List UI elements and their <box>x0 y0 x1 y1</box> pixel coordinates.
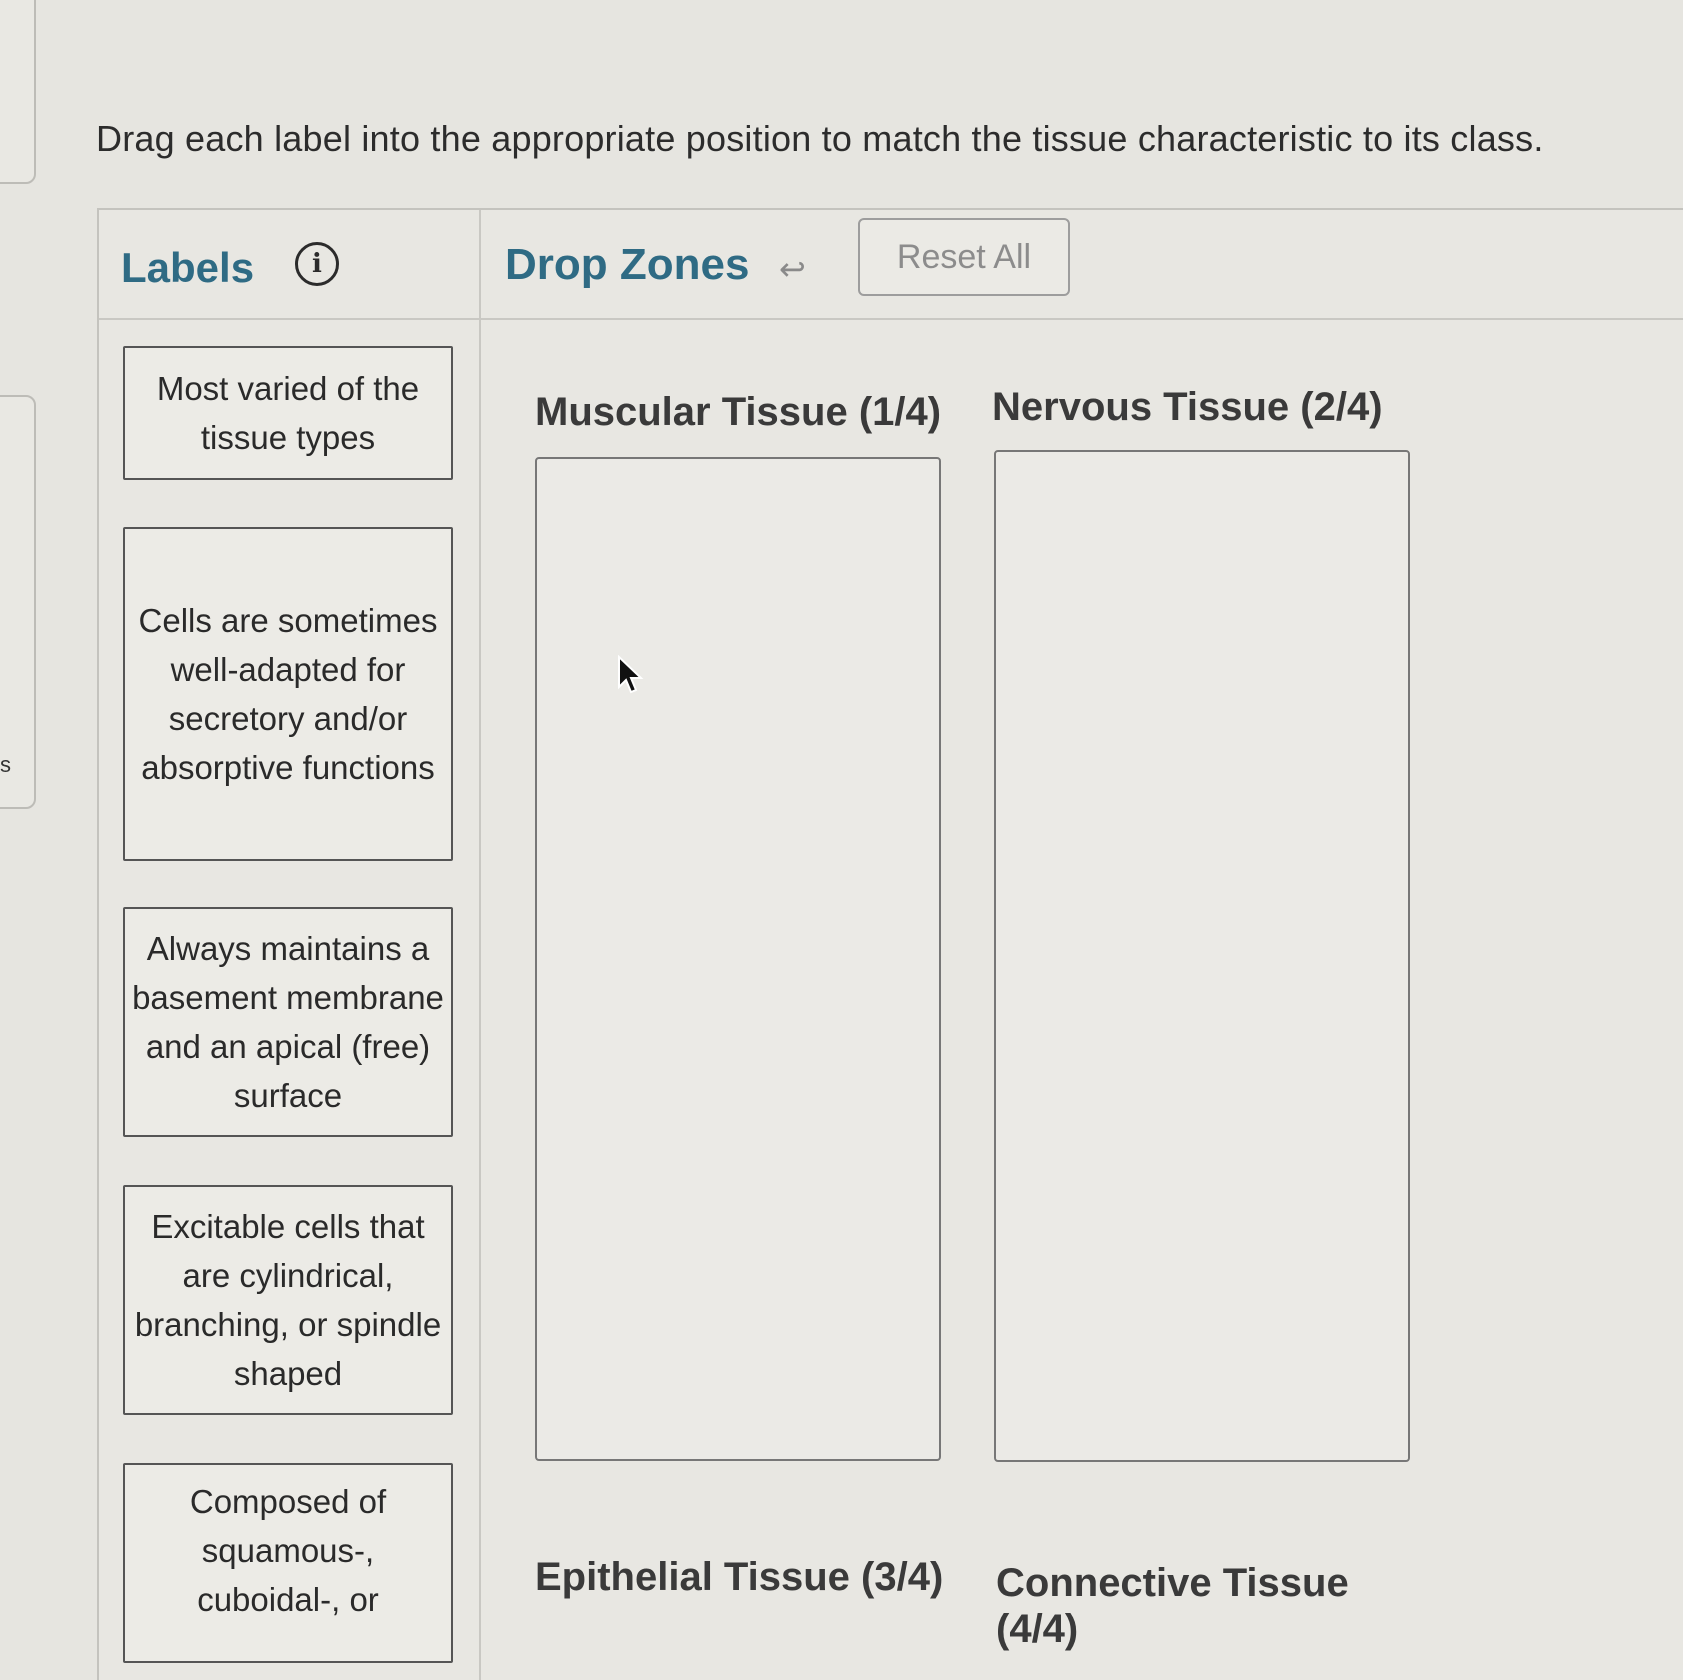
labels-title: Labels <box>121 244 255 291</box>
activity-panel <box>97 208 1683 1680</box>
zone-title-epithelial: Epithelial Tissue (3/4) <box>535 1555 944 1599</box>
info-icon[interactable]: i <box>295 242 339 286</box>
zone-title-nervous: Nervous Tissue (2/4) <box>992 385 1383 429</box>
drop-zone-nervous[interactable] <box>994 450 1410 1462</box>
side-panel-fragment <box>0 0 36 184</box>
label-card[interactable]: Composed of squamous-, cuboidal-, or <box>123 1463 453 1663</box>
mouse-cursor-icon <box>617 655 647 697</box>
drop-zones-title: Drop Zones <box>505 240 750 289</box>
label-card[interactable]: Most varied of the tissue types <box>123 346 453 480</box>
side-panel-fragment <box>0 395 36 809</box>
side-letter: s <box>0 752 11 777</box>
zone-title-muscular: Muscular Tissue (1/4) <box>535 390 942 434</box>
reset-all-button[interactable]: Reset All <box>858 218 1070 296</box>
labels-column <box>99 210 481 1680</box>
instruction-text: Drag each label into the appropriate position to match the tissue characteristic to its class. <box>96 118 1544 159</box>
zone-title-connective: Connective Tissue (4/4) <box>996 1561 1349 1651</box>
label-card[interactable]: Excitable cells that are cylindrical, branching, or spindle shaped <box>123 1185 453 1415</box>
label-card[interactable]: Always maintains a basement membrane and an apical (free) surface <box>123 907 453 1137</box>
label-card[interactable]: Cells are sometimes well-adapted for secretory and/or absorptive functions <box>123 527 453 861</box>
drop-zone-muscular[interactable] <box>535 457 941 1461</box>
undo-icon[interactable]: ↩ <box>779 251 806 287</box>
